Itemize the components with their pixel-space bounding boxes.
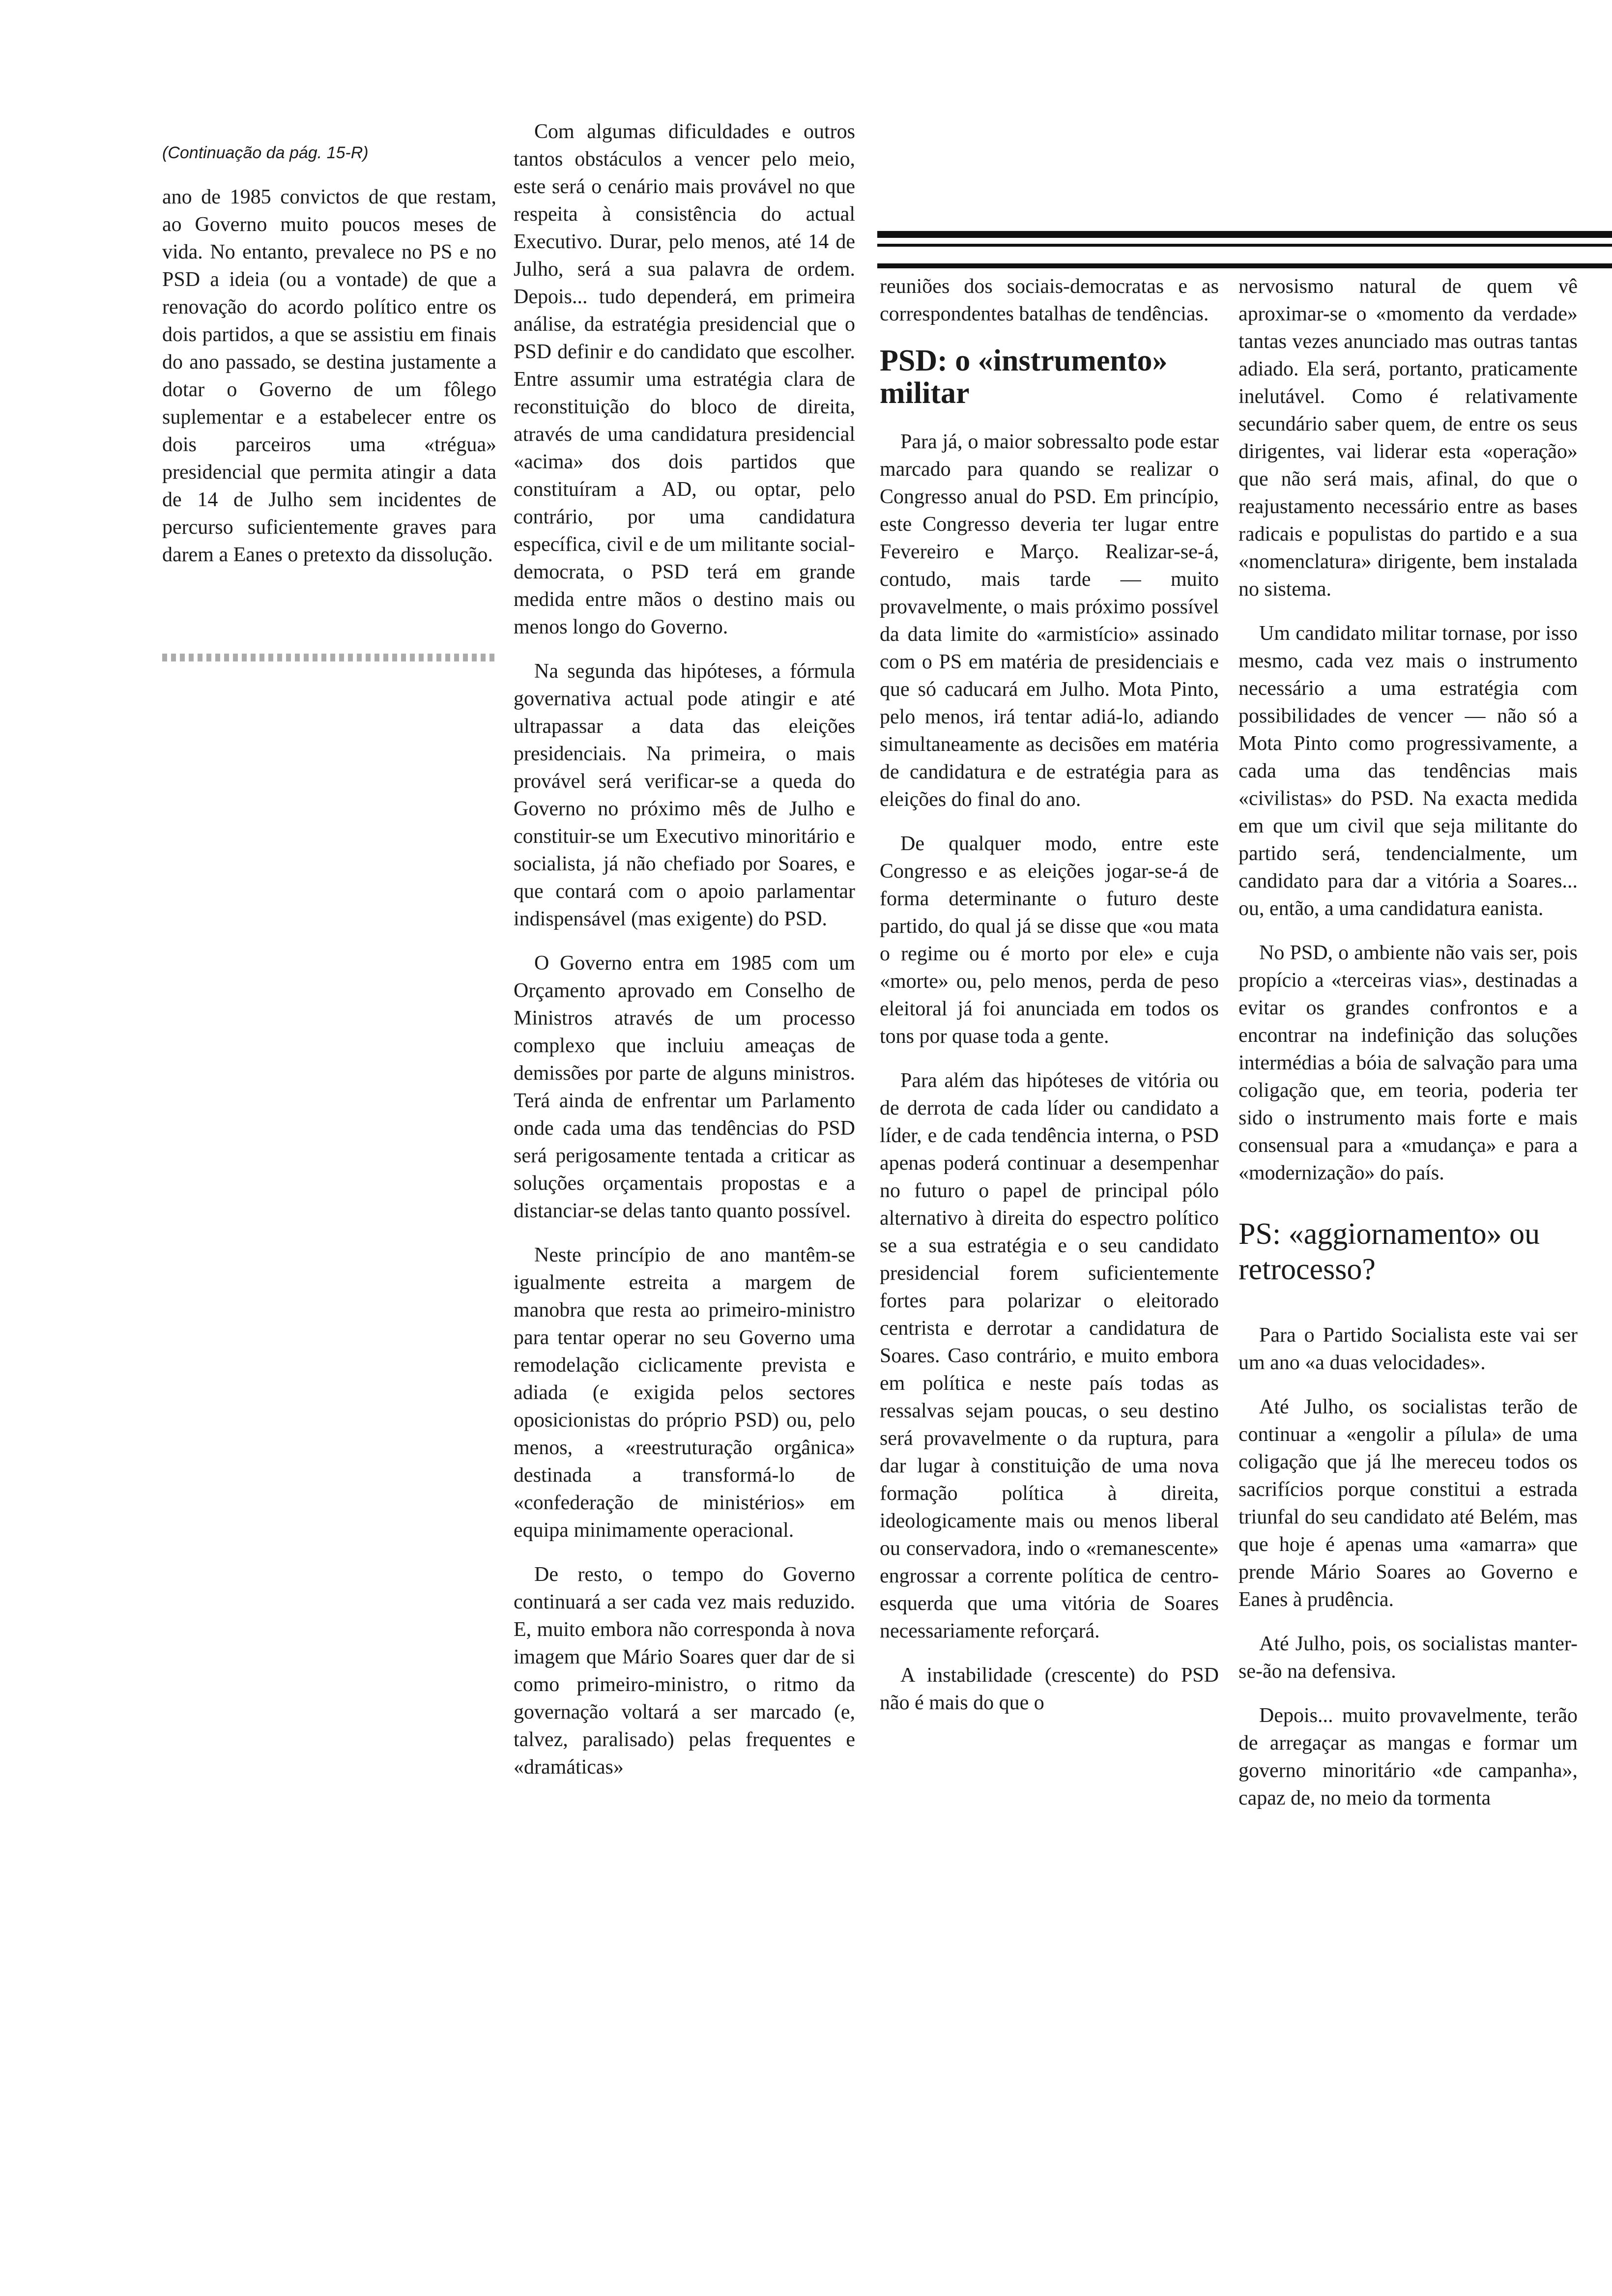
paragraph: De resto, o tempo do Governo continuará a ser cada vez mais reduzido. E, muito embora não corresponda à nova imagem que Mário Soares quer dar de si como primeiro-ministro, o ritmo da governação voltará a ser marcado (e, talvez, paralisado) pelas frequentes e «dramáticas» [514, 1563, 855, 1779]
paragraph: Até Julho, os socialistas terão de continuar a «engolir a pílula» de uma coligação que já lhe mereceu todos os sacrifícios porque constitui a estrada triunfal do seu candidato até Belém, mas que hoje é apenas uma «amarra» que prende Mário Soares ao Governo e Eanes à prudência. [1238, 1396, 1578, 1611]
paragraph: De qualquer modo, entre este Congresso e as eleições jogar-se-á de forma determinante o futuro deste partido, do qual já se disse que «ou mata o regime ou é morto por ele» e cuja «morte» ou, pelo menos, perda de peso eleitoral já foi anunciada em todos os tons por quase toda a gente. [880, 832, 1219, 1048]
paragraph: Neste princípio de ano mantêm-se igualmente estreita a margem de manobra que resta ao primeiro-ministro para tentar operar no seu Governo uma remodelação ciclicamente prevista e adiada (e exigida pelos sectores oposicionistas do próprio PSD) ou, pelo menos, a «reestruturação orgânica» destinada a transformá-lo de «confederação de ministérios» em equipa minimamente operacional. [514, 1244, 855, 1542]
continuation-note: (Continuação da pág. 15-R) [162, 144, 369, 162]
column-1 [162, 139, 496, 585]
ink-smudge [162, 654, 496, 661]
paragraph: nervosismo natural de quem vê aproximar-se o «momento da verdade» tantas vezes anunciado mas outras tantas adiado. Ela será, portanto, praticamente inelutável. Como é relativamente secundário saber quem, de entre os seus dirigentes, vai liderar esta «operação» que não será mais, afinal, do que o reajustamento necessário entre as bases radicais e populistas do partido e a sua «nomenclatura» dirigente, bem instalada no sistema. [1238, 275, 1578, 601]
paragraph: Para além das hipóteses de vitória ou de derrota de cada líder ou candidato a líder, e de cada tendência interna, o PSD apenas poderá continuar a desempenhar no futuro o papel de principal pólo alternativo à direita do espectro político se a sua estratégia e o seu candidato presidencial forem suficientemente fortes para polarizar o eleitorado centrista e derrotar a candidatura de Soares. Caso contrário, e muito embora em política e neste país todas as ressalvas sejam poucas, o seu destino será provavelmente o da ruptura, para dar lugar à constituição de uma nova formação política à direita, ideologicamente mais ou menos liberal ou conservadora, indo o «remanescente» engrossar a corrente política de centro-esquerda que uma vitória de Soares necessariamente reforçará. [880, 1069, 1219, 1642]
paragraph: Na segunda das hipóteses, a fórmula governativa actual pode atingir e até ultrapassar a data das eleições presidenciais. Na primeira, o mais provável será verificar-se a queda do Governo no próximo mês de Julho e constituir-se um Executivo minoritário e socialista, já não chefiado por Soares, e que contará com o apoio parlamentar indispensável (mas exigente) do PSD. [514, 660, 855, 930]
paragraph: Para já, o maior sobressalto pode estar marcado para quando se realizar o Congresso anual do PSD. Em princípio, este Congresso deveria ter lugar entre Fevereiro e Março. Realizar-se-á, contudo, mais tarde — muito provavelmente, o mais próximo possível da data limite do «armistício» assinado com o PS em matéria de presidenciais e que só caducará em Julho. Mota Pinto, pelo menos, irá tentar adiá-lo, adiando simultaneamente as decisões em matéria de candidatura e de estratégia para as eleições do final do ano. [880, 430, 1219, 811]
section-headline-ps: PS: «aggiornamento» ou retrocesso? [1238, 1217, 1540, 1286]
paragraph: reuniões dos sociais-democratas e as correspondentes batalhas de tendências. [880, 275, 1219, 325]
column-4 [1238, 273, 1578, 1829]
column-2 [514, 118, 855, 1798]
paragraph: A instabilidade (crescente) do PSD não é mais do que o [880, 1664, 1219, 1714]
paragraph: No PSD, o ambiente não vais ser, pois propício a «terceiras vias», destinadas a evitar os grandes confrontos e a encontrar na indefinição das soluções intermédias a bóia de salvação para uma coligação que, em teoria, poderia ter sido o instrumento mais forte e mais consensual para a «mudança» e para a «modernização» do país. [1238, 942, 1578, 1184]
section-headline-psd: PSD: o «instrumento» militar [880, 344, 1168, 410]
paragraph: ano de 1985 convictos de que restam, ao Governo muito poucos meses de vida. No entanto, prevalece no PS e no PSD a ideia (ou a vontade) de que a renovação do acordo político entre os dois partidos, a que se assistiu em finais do ano passado, se destina justamente a dotar o Governo de um fôlego suplementar e a estabelecer entre os dois parceiros uma «trégua» presidencial que permita atingir a data de 14 de Julho sem incidentes de percurso suficientemente graves para darem a Eanes o pretexto da dissolução. [162, 186, 496, 566]
paragraph: Para o Partido Socialista este vai ser um ano «a duas velocidades». [1238, 1324, 1578, 1374]
paragraph: O Governo entra em 1985 com um Orçamento aprovado em Conselho de Ministros através de um processo complexo que incluiu ameaças de demissões por parte de alguns ministros. Terá ainda de enfrentar um Parlamento onde cada uma das tendências do PSD será perigosamente tentada a criticar as soluções orçamentais propostas e a distanciar-se delas tanto quanto possível. [514, 952, 855, 1222]
section-rule [877, 231, 1612, 268]
paragraph: Até Julho, pois, os socialistas manter-se-ão na defensiva. [1238, 1633, 1578, 1683]
paragraph: Depois... muito provavelmente, terão de arregaçar as mangas e formar um governo minoritário «de campanha», capaz de, no meio da tormenta [1238, 1704, 1578, 1809]
paragraph: Com algumas dificuldades e outros tantos obstáculos a vencer pelo meio, este será o cenário mais provável no que respeita à consistência do actual Executivo. Durar, pelo menos, até 14 de Julho, será a sua palavra de ordem. Depois... tudo dependerá, em primeira análise, da estratégia presidencial que o PSD definir e do candidato que escolher. Entre assumir uma estratégia clara de reconstituição do bloco de direita, através de uma candidatura presidencial «acima» dos dois partidos que constituíram a AD, ou optar, pelo contrário, por uma candidatura específica, civil e de um militante social-democrata, o PSD terá em grande medida entre mãos o destino mais ou menos longo do Governo. [514, 120, 855, 638]
paragraph: Um candidato militar tornase, por isso mesmo, cada vez mais o instrumento necessário a uma estratégia com possibilidades de vencer — não só a Mota Pinto como progressivamente, a cada uma das tendências mais «civilistas» do PSD. Na exacta medida em que um civil que seja militante do partido será, tendencialmente, um candidato para dar a vitória a Soares... ou, então, a uma candidatura eanista. [1238, 622, 1578, 920]
column-3 [880, 273, 1219, 1733]
